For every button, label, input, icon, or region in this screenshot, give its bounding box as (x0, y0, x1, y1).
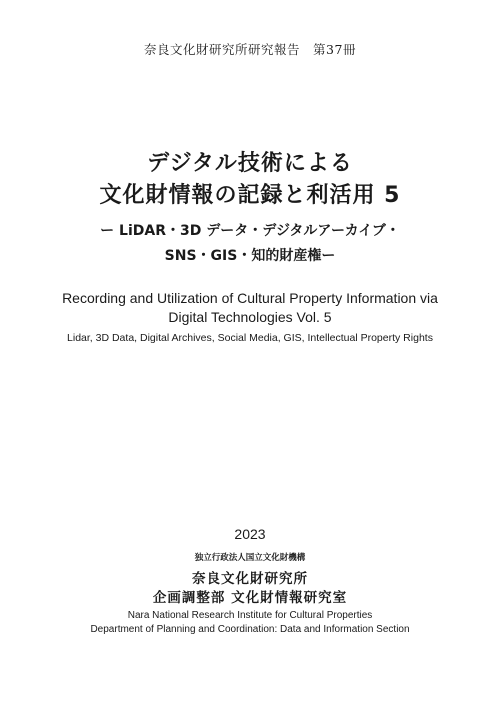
department-name-english: Department of Planning and Coordination: Data and Information Section (90, 624, 410, 635)
parent-organization: 独立行政法人国立文化財機構 (194, 553, 306, 563)
english-title-line-2: Digital Technologies Vol. 5 (168, 309, 332, 325)
department-name: 企画調整部 文化財情報研究室 (152, 590, 348, 606)
main-title-line-2: 文化財情報の記録と利活用 5 (99, 183, 401, 208)
subtitle-line-2: SNS・GIS・知的財産権ー (164, 248, 336, 264)
institute-name-english: Nara National Research Institute for Cultural Properties (127, 610, 373, 621)
series-label: 奈良文化財研究所研究報告 第37冊 (144, 42, 356, 57)
keywords: Lidar, 3D Data, Digital Archives, Social Media, GIS, Intellectual Property Rights (67, 332, 433, 344)
subtitle-line-1: ー LiDAR・3D データ・デジタルアーカイブ・ (100, 223, 400, 239)
main-title-line-1: デジタル技術による (147, 151, 353, 176)
english-title-line-1: Recording and Utilization of Cultural Property Information via (62, 290, 438, 306)
institute-name: 奈良文化財研究所 (192, 571, 308, 587)
publication-year: 2023 (234, 526, 266, 542)
